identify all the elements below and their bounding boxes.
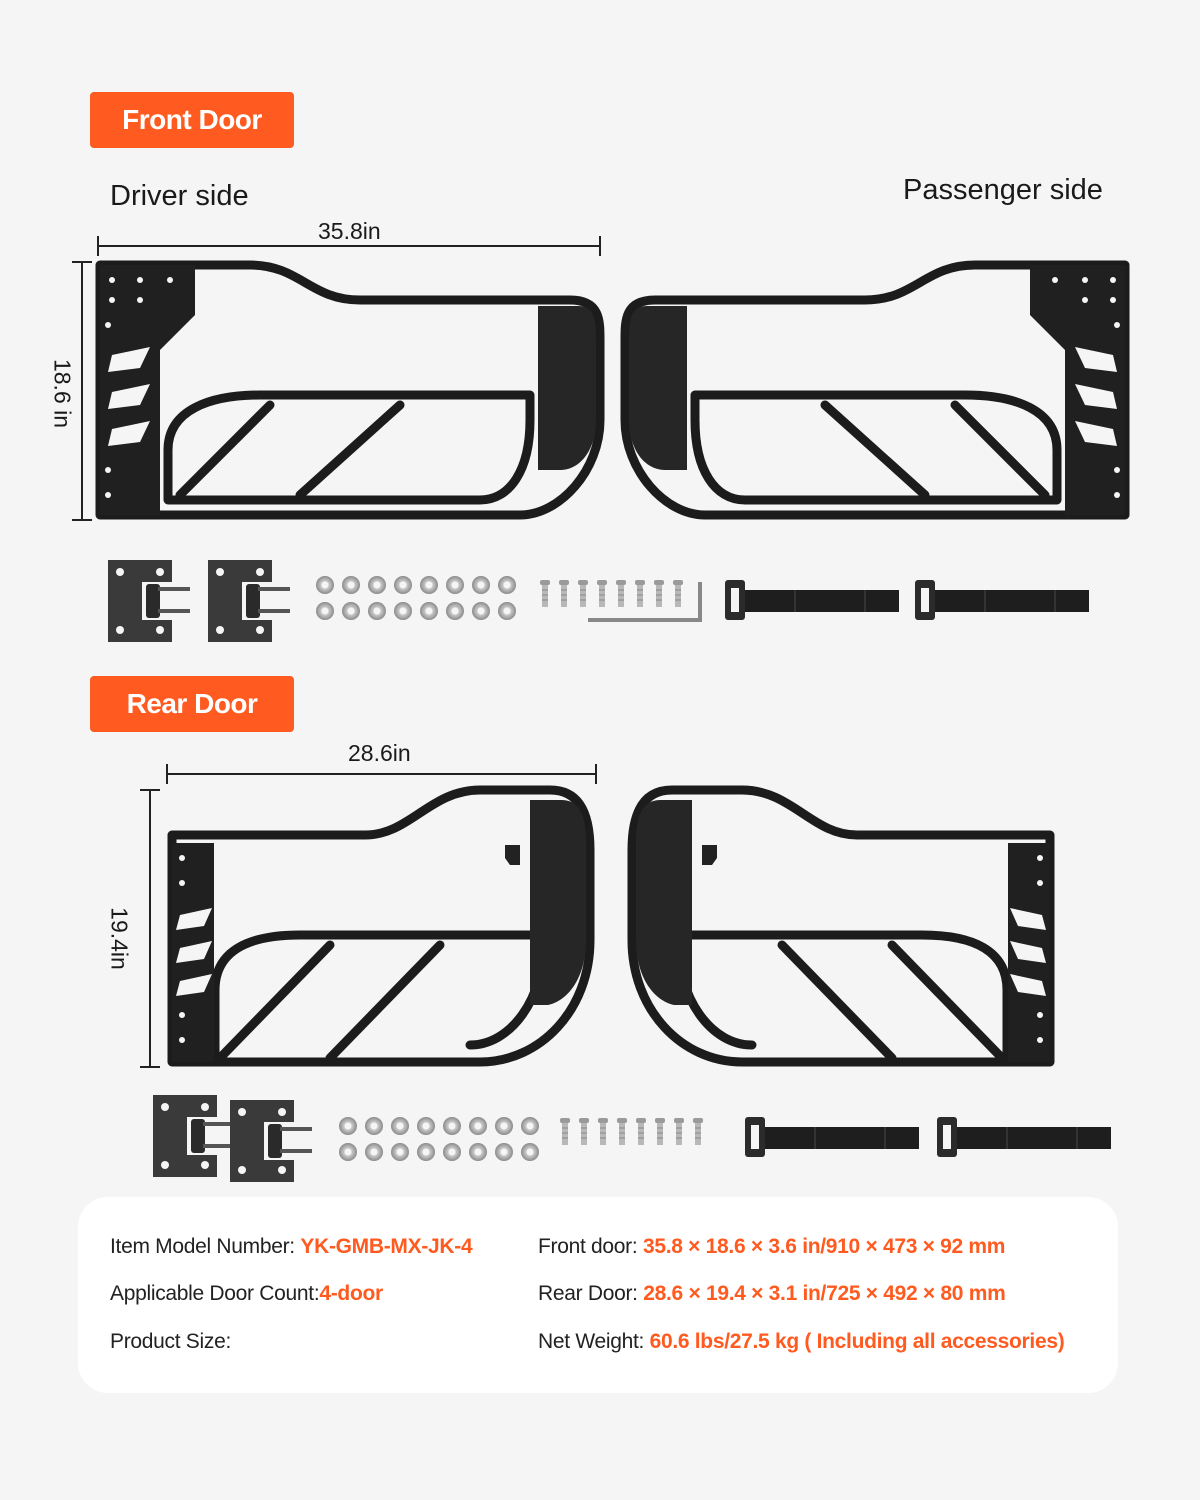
driver-side-label: Driver side [110, 180, 249, 212]
front-washers [316, 576, 516, 620]
spec-rear-door-key: Rear Door: [538, 1282, 644, 1305]
rear-right-door [632, 790, 1050, 1062]
spec-front-door-value: 35.8 × 18.6 × 3.6 in/910 × 473 × 92 mm [642, 1235, 1006, 1258]
spec-rear-door [538, 1282, 1005, 1306]
spec-model-number [110, 1235, 472, 1259]
passenger-side-label: Passenger side [903, 174, 1103, 206]
rear-right-latch-panel [636, 800, 692, 1005]
rear-right-plate [1008, 843, 1050, 1062]
rear-height-label: 19.4in [106, 907, 133, 970]
spec-product-size-key: Product Size: [110, 1330, 231, 1353]
rear-left-latch-panel [530, 800, 586, 1005]
front-hardware [108, 560, 1089, 642]
front-driver-latch-panel [538, 306, 596, 470]
rear-right-handle [702, 845, 717, 865]
spec-rear-door-value: 28.6 × 19.4 × 3.1 in/725 × 492 × 80 mm [643, 1282, 1006, 1305]
rear-left-plate [172, 843, 214, 1062]
spec-front-door [538, 1235, 1005, 1259]
front-driver-plate [100, 265, 195, 515]
rear-washers [339, 1117, 539, 1161]
rear-left-handle [505, 845, 520, 865]
spec-door-count [110, 1282, 383, 1306]
rear-width-label: 28.6in [348, 740, 411, 766]
rear-bolts [560, 1118, 703, 1145]
front-bolts [540, 580, 683, 607]
spec-door-count-value: 4-door [319, 1282, 383, 1305]
spec-front-door-key: Front door: [538, 1235, 643, 1258]
rear-hardware [153, 1095, 1111, 1182]
spec-net-weight-value: 60.6 lbs/27.5 kg ( Including all accessories) [649, 1330, 1065, 1353]
rear-height-dimension [140, 790, 160, 1067]
spec-product-size [110, 1330, 231, 1354]
front-width-label: 35.8in [318, 218, 381, 244]
spec-model-value: YK-GMB-MX-JK-4 [300, 1235, 473, 1258]
spec-model-key: Item Model Number: [110, 1235, 301, 1258]
front-passenger-latch-panel [629, 306, 687, 470]
rear-left-door [172, 790, 590, 1062]
rear-width-dimension [167, 764, 596, 784]
rear-door-badge: Rear Door [90, 676, 294, 732]
spec-net-weight [538, 1330, 1064, 1354]
front-height-label: 18.6 in [49, 358, 76, 429]
spec-net-weight-key: Net Weight: [538, 1330, 650, 1353]
spec-card [78, 1197, 1118, 1393]
front-door-badge: Front Door [90, 92, 294, 148]
front-passenger-plate [1030, 265, 1125, 515]
spec-door-count-key: Applicable Door Count: [110, 1282, 320, 1305]
